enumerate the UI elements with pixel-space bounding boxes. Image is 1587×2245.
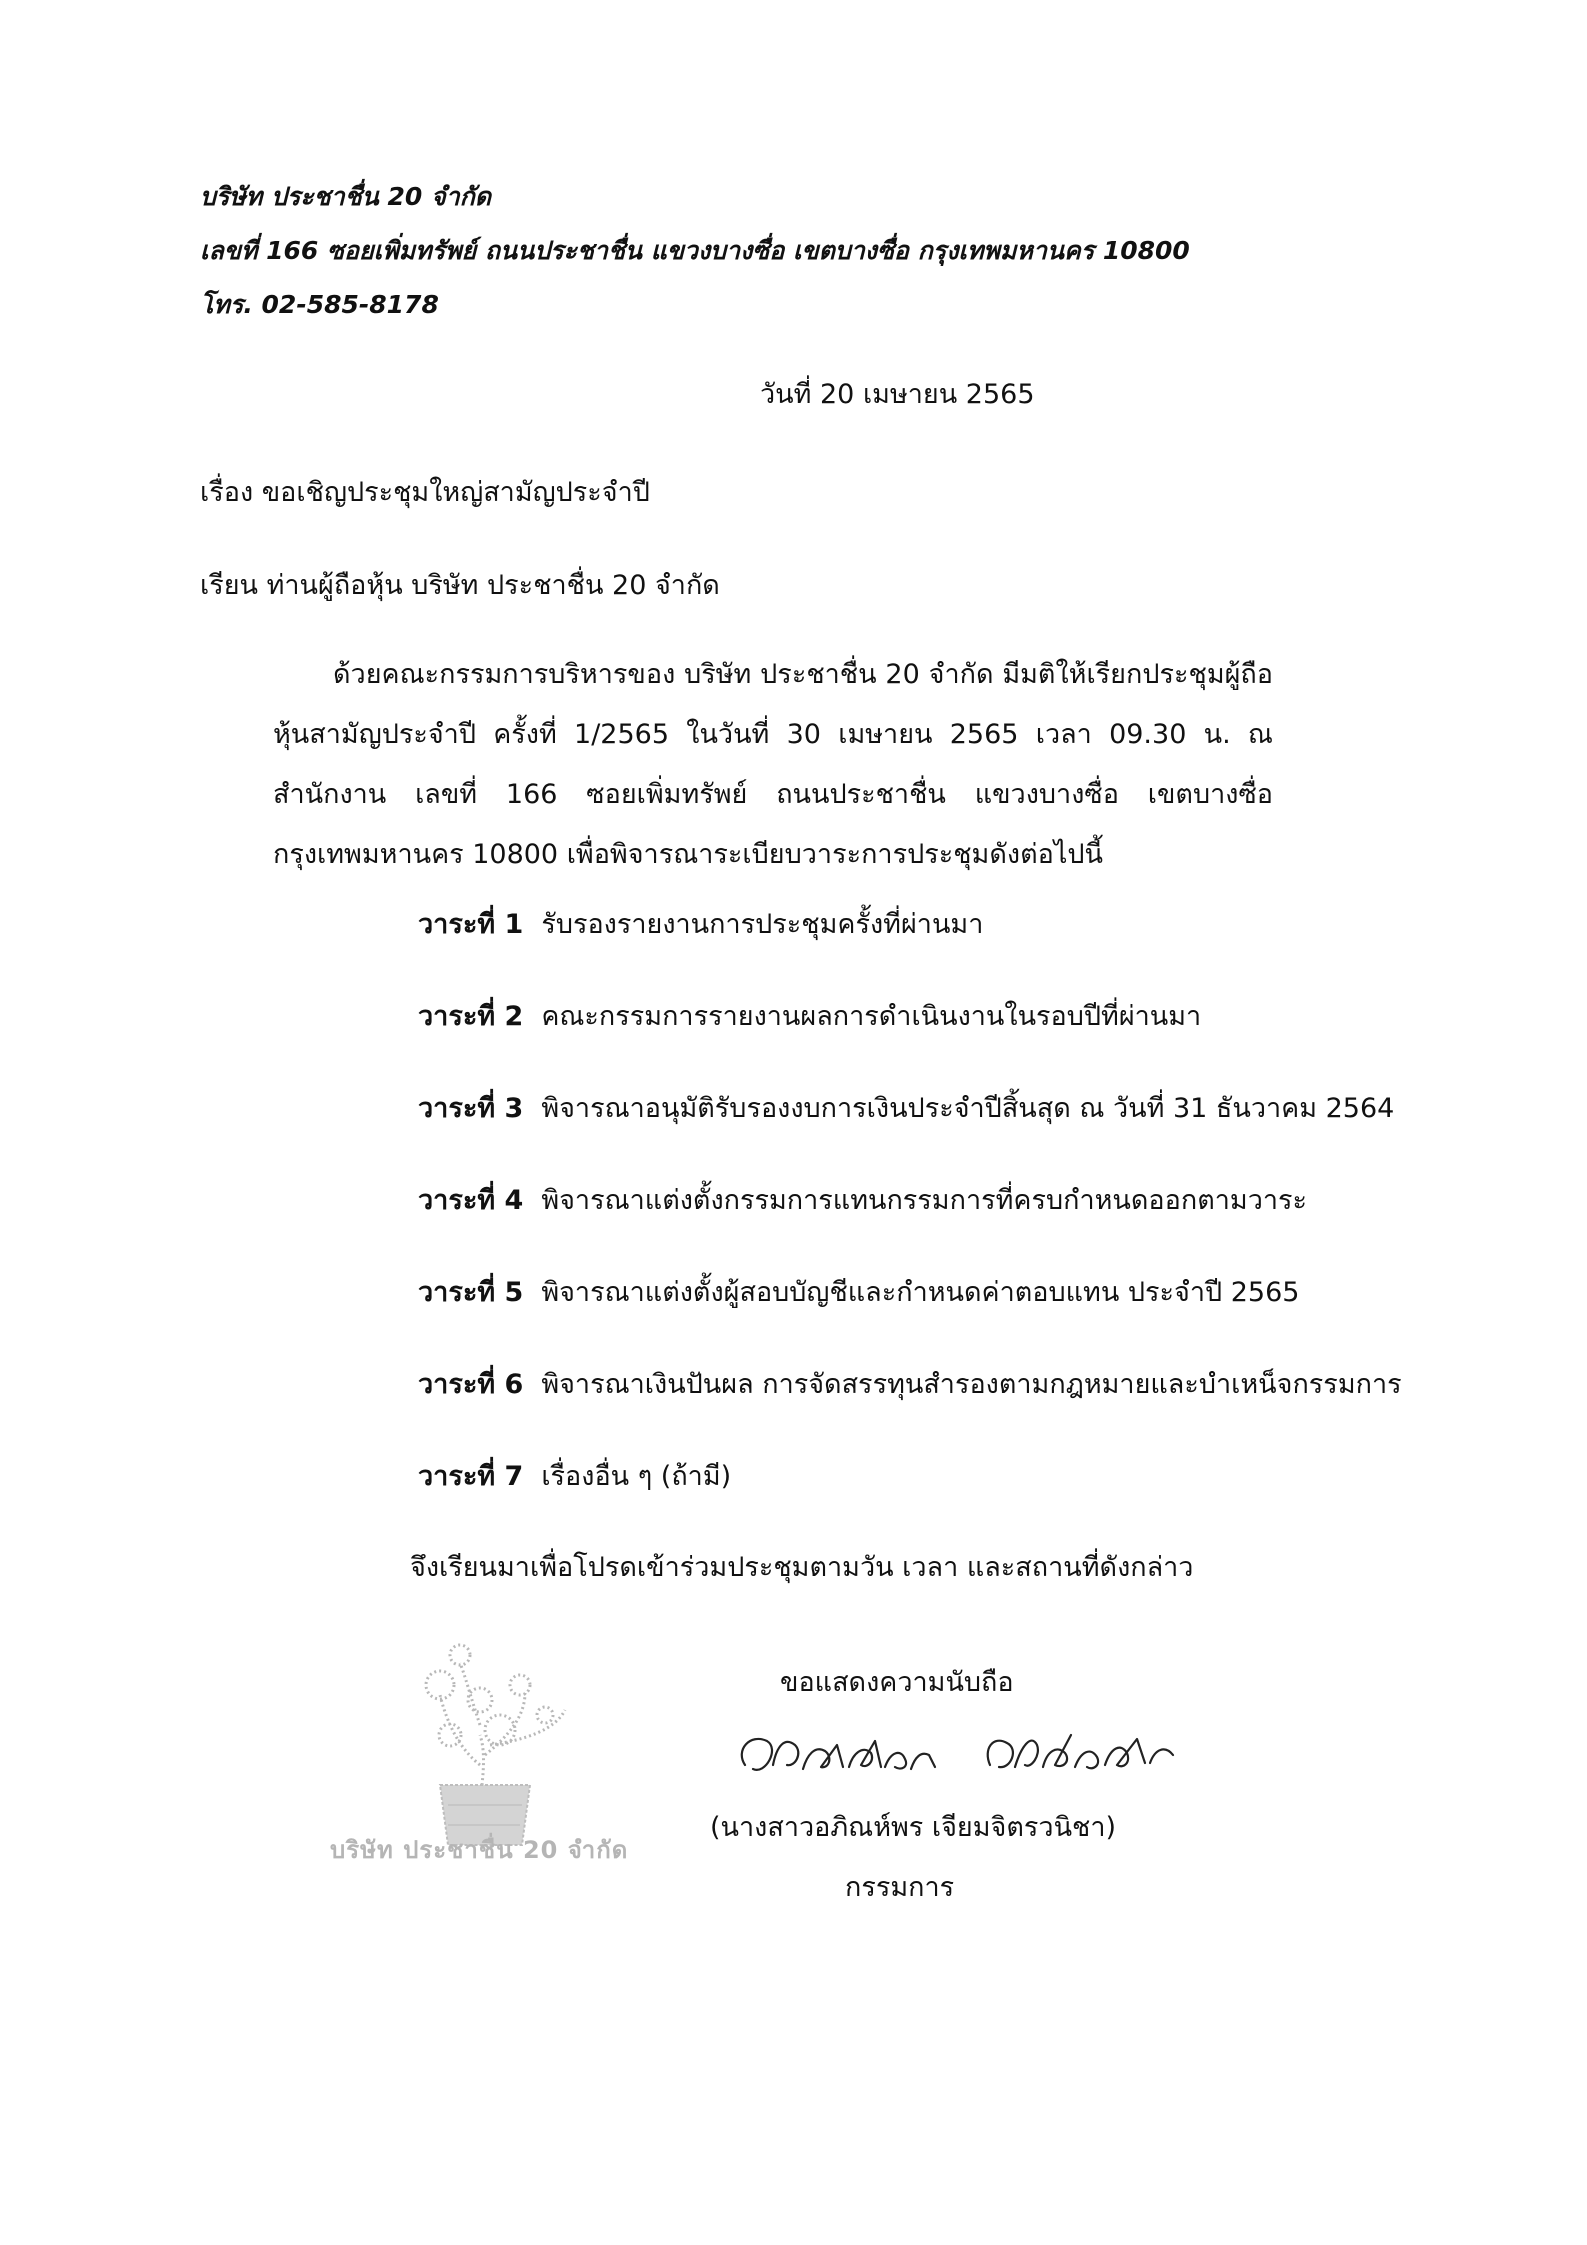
agenda-item xyxy=(418,1089,1418,1181)
letter-date: วันที่ 20 เมษายน 2565 xyxy=(760,379,1035,410)
agenda-number: วาระที่ 3 xyxy=(418,1093,524,1124)
signer-title: กรรมการ xyxy=(845,1872,955,1903)
agenda-item xyxy=(418,1273,1418,1365)
agenda-text: คณะกรรมการรายงานผลการดำเนินงานในรอบปีที่ผ่านมา xyxy=(541,1001,1202,1032)
signer-name: (นางสาวอภิณห์พร เจียมจิตรวนิชา) xyxy=(710,1812,1117,1843)
agenda-number: วาระที่ 7 xyxy=(418,1461,524,1492)
agenda-text: พิจารณาแต่งตั้งผู้สอบบัญชีและกำหนดค่าตอบแทน ประจำปี 2565 xyxy=(541,1277,1300,1308)
agenda-text: เรื่องอื่น ๆ (ถ้ามี) xyxy=(541,1461,732,1492)
closing-text: จึงเรียนมาเพื่อโปรดเข้าร่วมประชุมตามวัน เวลา และสถานที่ดังกล่าว xyxy=(410,1552,1194,1583)
agenda-number: วาระที่ 6 xyxy=(418,1369,524,1400)
agenda-item xyxy=(418,905,1418,997)
signature-image xyxy=(725,1705,1185,1795)
letter-body xyxy=(273,645,1273,885)
agenda-item xyxy=(418,1457,1418,1549)
agenda-text: พิจารณาเงินปันผล การจัดสรรทุนสำรองตามกฎหมายและบำเหน็จกรรมการ xyxy=(541,1369,1402,1400)
agenda-text: พิจารณาแต่งตั้งกรรมการแทนกรรมการที่ครบกำหนดออกตามวาระ xyxy=(541,1185,1308,1216)
agenda-list xyxy=(418,905,1418,1549)
letterhead xyxy=(200,170,1400,332)
agenda-item xyxy=(418,1365,1418,1457)
company-name: บริษัท ประชาชื่น 20 จำกัด xyxy=(200,182,492,211)
seal-company-text: บริษัท ประชาชื่น 20 จำกัด xyxy=(330,1836,629,1864)
agenda-number: วาระที่ 2 xyxy=(418,1001,524,1032)
agenda-item xyxy=(418,997,1418,1089)
agenda-number: วาระที่ 5 xyxy=(418,1277,524,1308)
letter-recipient: เรียน ท่านผู้ถือหุ้น บริษัท ประชาชื่น 20 จำกัด xyxy=(200,570,720,601)
agenda-number: วาระที่ 1 xyxy=(418,909,524,940)
company-address: เลขที่ 166 ซอยเพิ่มทรัพย์ ถนนประชาชื่น แขวงบางซื่อ เขตบางซื่อ กรุงเทพมหานคร 10800 xyxy=(200,236,1190,265)
letter-body-text: ด้วยคณะกรรมการบริหารของ บริษัท ประชาชื่น 20 จำกัด มีมติให้เรียกประชุมผู้ถือหุ้นสามัญประจำปี ครั้งที่ 1/2565 ในวันที่ 30 เมษายน 2565 เวลา 09.30 น. ณ สำนักงาน เลขที่ 166 ซอยเพิ่มทรัพย์ ถนนประชาชื่น แขวงบางซื่อ เขตบางซื่อ กรุงเทพมหานคร 10800 เพื่อพิจารณาระเบียบวาระการประชุมดังต่อไปนี้ xyxy=(273,659,1273,870)
agenda-item xyxy=(418,1181,1418,1273)
company-phone: โทร. 02-585-8178 xyxy=(200,290,439,319)
agenda-number: วาระที่ 4 xyxy=(418,1185,524,1216)
regards-text: ขอแสดงความนับถือ xyxy=(780,1667,1014,1698)
letter-subject: เรื่อง ขอเชิญประชุมใหญ่สามัญประจำปี xyxy=(200,477,650,508)
agenda-text: รับรองรายงานการประชุมครั้งที่ผ่านมา xyxy=(541,909,984,940)
agenda-text: พิจารณาอนุมัติรับรองงบการเงินประจำปีสิ้นสุด ณ วันที่ 31 ธันวาคม 2564 xyxy=(541,1093,1395,1124)
